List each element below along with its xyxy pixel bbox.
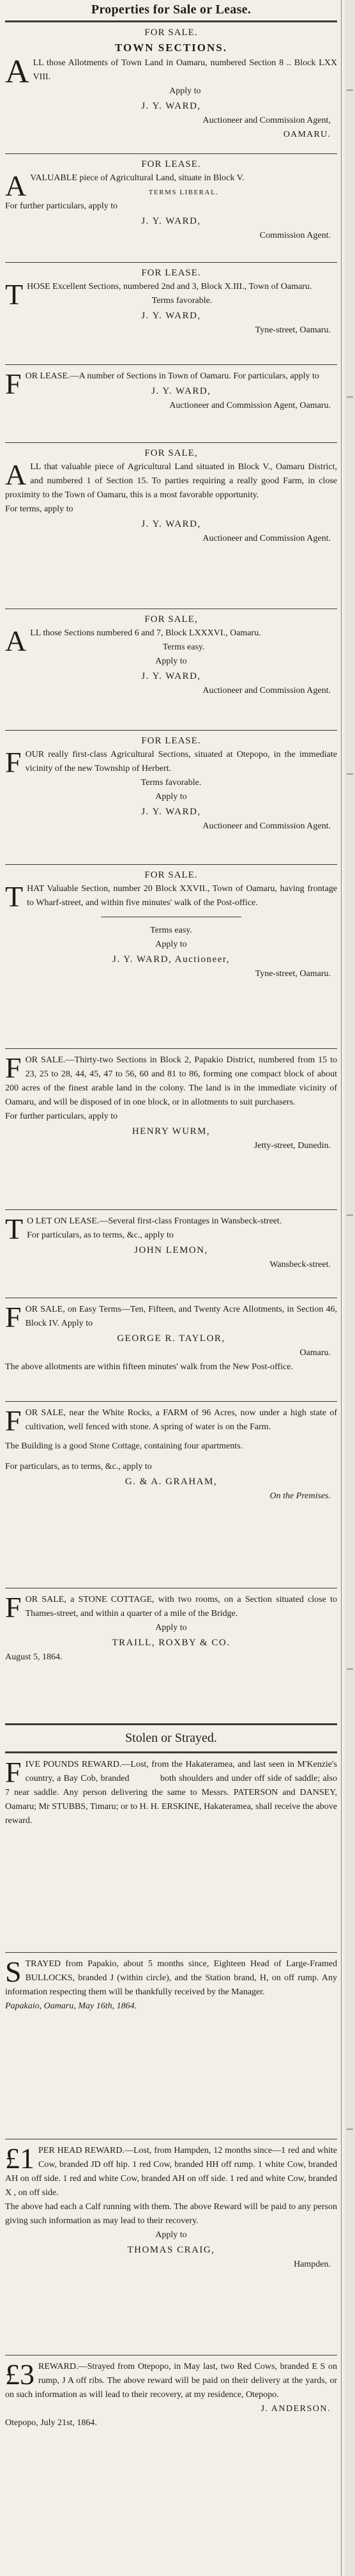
- ad-town-sections: [5, 26, 337, 151]
- drop-cap: T: [5, 278, 24, 311]
- ad-signature: J. Y. WARD,: [151, 386, 211, 396]
- divider: [5, 153, 337, 154]
- ad-body: OR LEASE.—A number of Sections in Town of Oamaru. For particulars, apply to: [25, 371, 319, 381]
- divider: [5, 1401, 337, 1402]
- ad-signature: J. Y. WARD,: [141, 216, 201, 226]
- ad-body: OR SALE, a STONE COTTAGE, with two rooms, on a Section situated close to Thames-street, and within a quarter of a mile of the Bridge.: [25, 1595, 337, 1618]
- notice-signature: THOMAS CRAIG,: [127, 2245, 215, 2255]
- ad-sale-papakio-sections: [5, 1053, 337, 1207]
- ad-title: Auctioneer and Commission Agent.: [202, 821, 331, 831]
- ad-apply: Apply to: [169, 86, 201, 96]
- ad-lease-block-v: [5, 157, 337, 260]
- notice-date: Otepopo, July 21st, 1864.: [5, 2418, 97, 2428]
- ad-terms: For terms, apply to: [5, 504, 73, 514]
- drop-cap: F: [5, 1593, 22, 1624]
- ad-signature: TRAILL, ROXBY & CO.: [112, 1638, 230, 1648]
- ad-body: OR SALE, near the White Rocks, a FARM of 96 Acres, now under a high state of cultivation, well fenced with stone. A spring of water is on the Farm.: [25, 1408, 337, 1432]
- divider: [5, 262, 337, 263]
- ad-sale-agricultural-land: [5, 446, 337, 606]
- drop-cap: F: [5, 746, 22, 779]
- drop-cap: A: [5, 458, 27, 491]
- notice-body: REWARD.—Strayed from Otepopo, in May last, two Red Cows, branded E S on rump, J A off ribs. The above reward will be paid on their delivery at the yards, or on such information as will lead to their recovery, at my residence, Otepopo.: [5, 2362, 337, 2400]
- ad-signature: HENRY WURM,: [132, 1126, 211, 1137]
- ad-apply: Apply to: [155, 656, 187, 666]
- divider: [5, 1952, 337, 1953]
- ad-lease-sections-town: [5, 369, 337, 440]
- ad-title: Auctioneer and Commission Agent, Oamaru.: [169, 401, 331, 410]
- notice-apply: Apply to: [155, 2230, 187, 2240]
- divider: [5, 730, 337, 731]
- divider: [5, 20, 337, 22]
- ad-signature: J. Y. WARD, Auctioneer,: [112, 954, 230, 965]
- ad-heading: FOR SALE.: [144, 27, 198, 38]
- notice-body: PER HEAD REWARD.—Lost, from Hampden, 12 months since—1 red and white Cow, branded JD off hip. 1 red Cow, branded HH off rump. 1 white Cow, branded AH on off side. 1 red and white Cow, branded AH on off side. 1 red and white Cow, branded X , on off side.: [5, 2146, 337, 2198]
- section-title: Stolen or Strayed.: [125, 1731, 217, 1745]
- ad-heading: FOR LEASE.: [141, 736, 201, 746]
- ad-further: For particulars, as to terms, &c., apply to: [27, 1230, 174, 1240]
- ad-body: O LET ON LEASE.—Several first-class Frontages in Wansbeck-street.: [27, 1216, 282, 1226]
- ad-signature: J. Y. WARD,: [141, 101, 201, 111]
- drop-cap: F: [5, 1053, 22, 1084]
- ad-place: Wansbeck-street.: [269, 1260, 331, 1269]
- ad-body: OR SALE, on Easy Terms—Ten, Fifteen, and Twenty Acre Allotments, in Section 46, Block IV. Apply to: [25, 1305, 337, 1328]
- ad-title: Auctioneer and Commission Agent.: [202, 686, 331, 695]
- ad-sale-allotments: [5, 1303, 337, 1399]
- ad-terms: Terms easy.: [150, 926, 192, 935]
- ad-terms: Terms favorable.: [140, 778, 202, 788]
- ad-signature: J. Y. WARD,: [141, 311, 201, 321]
- ad-body: HOSE Excellent Sections, numbered 2nd and 3, Block X.III., Town of Oamaru.: [27, 282, 312, 291]
- ad-body: OUR really first-class Agricultural Sections, situated at Otepopo, in the immediate vicinity of the new Township of Herbert.: [25, 750, 337, 773]
- ad-terms: Terms easy.: [162, 642, 205, 652]
- ad-signature: J. Y. WARD,: [141, 519, 201, 529]
- ad-body: OR SALE.—Thirty-two Sections in Block 2, Papakio District, numbered from 15 to 23, 25 to 28, 44, 45, 47 to 56, 60 and 81 to 86, forming one compact block of about 200 acres of the finest arable land in the colony. The land is in the immediate vicinity of Oamaru, and will be disposed of in one block, or in allotments to suit purchasers.: [5, 1055, 337, 1107]
- ad-heading: FOR SALE.: [144, 870, 198, 880]
- ad-title: Commission Agent.: [259, 231, 331, 240]
- ad-signature: GEORGE R. TAYLOR,: [117, 1333, 225, 1344]
- ad-date: August 5, 1864.: [5, 1652, 63, 1662]
- ad-signature: J. Y. WARD,: [141, 671, 201, 681]
- advertisement-column: [5, 0, 337, 2576]
- ad-apply: Apply to: [155, 792, 187, 802]
- ad-place: OAMARU.: [283, 130, 331, 139]
- drop-cap: F: [5, 1303, 22, 1333]
- ad-lease-otepopo: [5, 734, 337, 862]
- column-rule: [341, 0, 342, 2576]
- ad-body: LL those Sections numbered 6 and 7, Block LXXXVI., Oamaru.: [30, 628, 261, 638]
- drop-cap: F: [5, 1758, 22, 1788]
- adjacent-column-edge: [345, 0, 355, 2576]
- ad-note: The above allotments are within fifteen minutes' walk from the New Post-office.: [5, 1362, 293, 1372]
- ad-signature: G. & A. GRAHAM,: [125, 1477, 218, 1487]
- ad-terms: Terms favorable.: [151, 296, 213, 306]
- ad-signature: JOHN LEMON,: [134, 1245, 208, 1255]
- ad-body: VALUABLE piece of Agricultural Land, situate in Block V.: [30, 173, 245, 183]
- notice-body: IVE POUNDS REWARD.—Lost, from the Hakateramea, and last seen in M'Kenzie's country, a Bay Cob, branded: [25, 1760, 337, 1783]
- ad-terms: TERMS LIBERAL.: [148, 189, 219, 196]
- ad-heading: FOR SALE,: [144, 448, 198, 458]
- ad-title: Auctioneer and Commission Agent,: [202, 116, 331, 125]
- ad-place: Jetty-street, Dunedin.: [253, 1141, 331, 1151]
- ad-place: Tyne-street, Oamaru.: [255, 325, 331, 335]
- drop-cap: S: [5, 1957, 22, 1988]
- drop-cap: A: [5, 625, 27, 657]
- ad-body: LL that valuable piece of Agricultural Land situated in Block V., Oamaru District, and numbered 1 of Section 15. To parties requiring a really good Farm, in close proximity to the Town of Oamaru, this is a most favorable opportunity.: [5, 462, 337, 500]
- notice-date: Papakaio, Oamaru, May 16th, 1864.: [5, 2001, 137, 2011]
- notice-note: The above had each a Calf running with them. The above Reward will be paid to any person giving such information as may lead to their recovery.: [5, 2202, 337, 2226]
- ad-place: Oamaru.: [299, 1348, 331, 1358]
- drop-cap: £1: [5, 2144, 34, 2175]
- ad-place: Tyne-street, Oamaru.: [255, 969, 331, 979]
- notice-strayed-bullocks: [5, 1957, 337, 2136]
- drop-cap: A: [5, 54, 29, 90]
- ad-sale-stone-cottage: [5, 1593, 337, 1721]
- divider: [5, 1048, 337, 1049]
- column-header: Properties for Sale or Lease.: [91, 3, 252, 17]
- ad-apply: Apply to: [155, 1623, 187, 1633]
- ad-let-on-lease: [5, 1214, 337, 1295]
- ad-lease-block-xiii: [5, 266, 337, 362]
- ad-sale-farm-white-rocks: [5, 1406, 337, 1585]
- notice-five-pounds-reward: [5, 1758, 337, 1950]
- ad-further: For further particulars, apply to: [5, 201, 118, 211]
- ad-apply: Apply to: [155, 940, 187, 949]
- ad-heading: FOR SALE,: [144, 614, 198, 625]
- ad-title: Auctioneer and Commission Agent.: [202, 534, 331, 543]
- drop-cap: F: [5, 369, 22, 400]
- drop-cap: F: [5, 1406, 22, 1437]
- ad-body: LL those Allotments of Town Land in Oamaru, numbered Section 8 .. Block LXX VIII.: [33, 58, 337, 82]
- notice-three-pounds-reward: [5, 2360, 337, 2571]
- ad-subheading: TOWN SECTIONS.: [114, 42, 227, 54]
- divider: [5, 1751, 337, 1753]
- drop-cap: T: [5, 1214, 24, 1245]
- ad-sale-section-20: [5, 868, 337, 1046]
- divider: [5, 1209, 337, 1210]
- ad-building: The Building is a good Stone Cottage, containing four apartments.: [5, 1441, 243, 1451]
- ad-further: For further particulars, apply to: [5, 1112, 118, 1121]
- ad-heading: FOR LEASE.: [141, 159, 201, 169]
- ad-place: On the Premises.: [269, 1491, 331, 1501]
- drop-cap: £3: [5, 2360, 34, 2391]
- ad-signature: J. Y. WARD,: [141, 807, 201, 817]
- divider: [5, 442, 337, 443]
- ad-sale-sections-6-7: [5, 612, 337, 727]
- divider: [5, 364, 337, 365]
- notice-per-head-reward: [5, 2144, 337, 2352]
- notice-place: Hampden.: [294, 2260, 331, 2269]
- ad-heading: FOR LEASE.: [141, 268, 201, 278]
- ad-further: For particulars, as to terms, &c., apply to: [5, 1462, 152, 1471]
- notice-body: TRAYED from Papakio, about 5 months since, Eighteen Head of Large-Framed BULLOCKS, branded J (within circle), and the Station brand, H, on off rump. Any information respecting them will be thankfully received by the Manager.: [5, 1959, 337, 1997]
- drop-cap: T: [5, 880, 24, 913]
- drop-cap: A: [5, 169, 27, 202]
- divider: [5, 1723, 337, 1725]
- notice-signature: J. ANDERSON.: [261, 2404, 331, 2414]
- ad-body: HAT Valuable Section, number 20 Block XXVII., Town of Oamaru, having frontage to Wharf-street, and within five minutes' walk of the Post-office.: [27, 884, 337, 908]
- divider: [5, 864, 337, 865]
- notice-body-continued: both shoulders and under off side of saddle; also 7 near saddle. Any person delivering the same to Messrs. PATERSON and DANSEY, Oamaru; Mr STUBBS, Timaru; or to H. H. ERSKINE, Hakateramea, shall receive the above reward.: [5, 1774, 337, 1826]
